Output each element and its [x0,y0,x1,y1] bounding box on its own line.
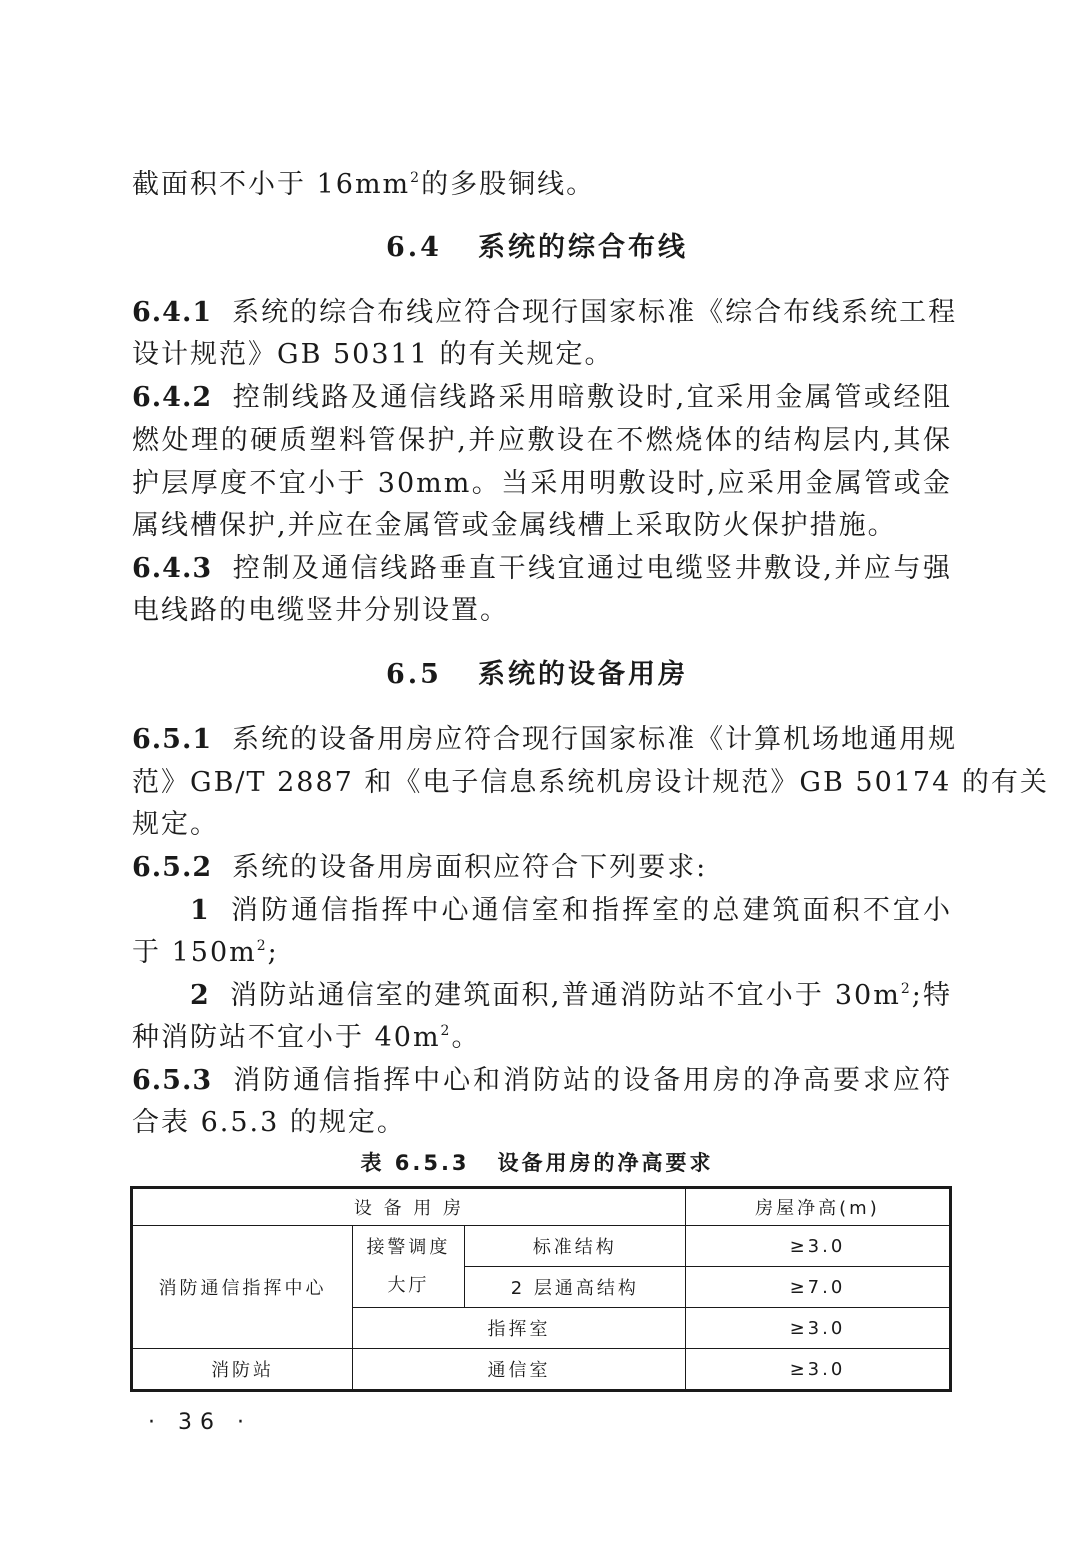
table-cell: ≥3.0 [685,1226,950,1267]
text-line: 范》GB/T 2887 和《电子信息系统机房设计规范》GB 50174 的有关 [132,767,1049,798]
table-header-cell: 房屋净高(m) [685,1188,950,1226]
text-line: 设计规范》GB 50311 的有关规定。 [132,339,614,370]
page-number: · 36 · [148,1410,252,1435]
text-line: 合表 6.5.3 的规定。 [132,1107,406,1138]
table-row [132,1188,951,1226]
table-row [132,1349,951,1391]
room-height-table [130,1186,952,1392]
table-caption: 表 6.5.3 设备用房的净高要求 [360,1151,714,1175]
table-header-cell: 设 备 用 房 [132,1188,686,1226]
clause-6-5-2: 6.5.2 系统的设备用房面积应符合下列要求: [132,852,708,883]
table-cell: 2 层通高结构 [464,1267,685,1308]
text-line: 种消防站不宜小于 $40m^2$。 [132,1022,481,1053]
table-cell: ≥3.0 [685,1349,950,1391]
text-line: 燃处理的硬质塑料管保护,并应敷设在不燃烧体的结构层内,其保 [132,425,952,456]
table-cell: 消防通信指挥中心 [132,1226,353,1349]
text-line: 于 $150m^2$; [132,937,279,968]
text-line: 截面积不小于 $16mm^2$的多股铜线。 [132,169,596,200]
table-cell: 指挥室 [353,1308,686,1349]
clause-6-4-1: 6.4.1 系统的综合布线应符合现行国家标准《综合布线系统工程 [132,297,958,328]
section-heading-6-4: 6.4 系统的综合布线 [386,232,688,263]
table-row [132,1226,951,1267]
text-line: 护层厚度不宜小于 30mm。当采用明敷设时,应采用金属管或金 [132,468,952,499]
clause-6-4-2: 6.4.2 控制线路及通信线路采用暗敷设时,宜采用金属管或经阻 [132,382,952,413]
table-cell: 标准结构 [464,1226,685,1267]
text-line: 属线槽保护,并应在金属管或金属线槽上采取防火保护措施。 [132,510,897,541]
table-cell: 消防站 [132,1349,353,1391]
text-line: 电线路的电缆竖井分别设置。 [132,595,509,626]
text-line: 规定。 [132,809,219,840]
clause-6-5-3: 6.5.3 消防通信指挥中心和消防站的设备用房的净高要求应符 [132,1065,952,1096]
section-heading-6-5: 6.5 系统的设备用房 [386,659,688,690]
list-item: 2 消防站通信室的建筑面积,普通消防站不宜小于 $30m^2$;特 [190,980,952,1011]
clause-6-4-3: 6.4.3 控制及通信线路垂直干线宜通过电缆竖井敷设,并应与强 [132,553,952,584]
table-cell: 接警调度 大厅 [353,1226,465,1308]
table-cell: ≥3.0 [685,1308,950,1349]
table-cell: 通信室 [353,1349,686,1391]
table-cell: ≥7.0 [685,1267,950,1308]
list-item: 1 消防通信指挥中心通信室和指挥室的总建筑面积不宜小 [190,895,952,926]
clause-6-5-1: 6.5.1 系统的设备用房应符合现行国家标准《计算机场地通用规 [132,724,958,755]
